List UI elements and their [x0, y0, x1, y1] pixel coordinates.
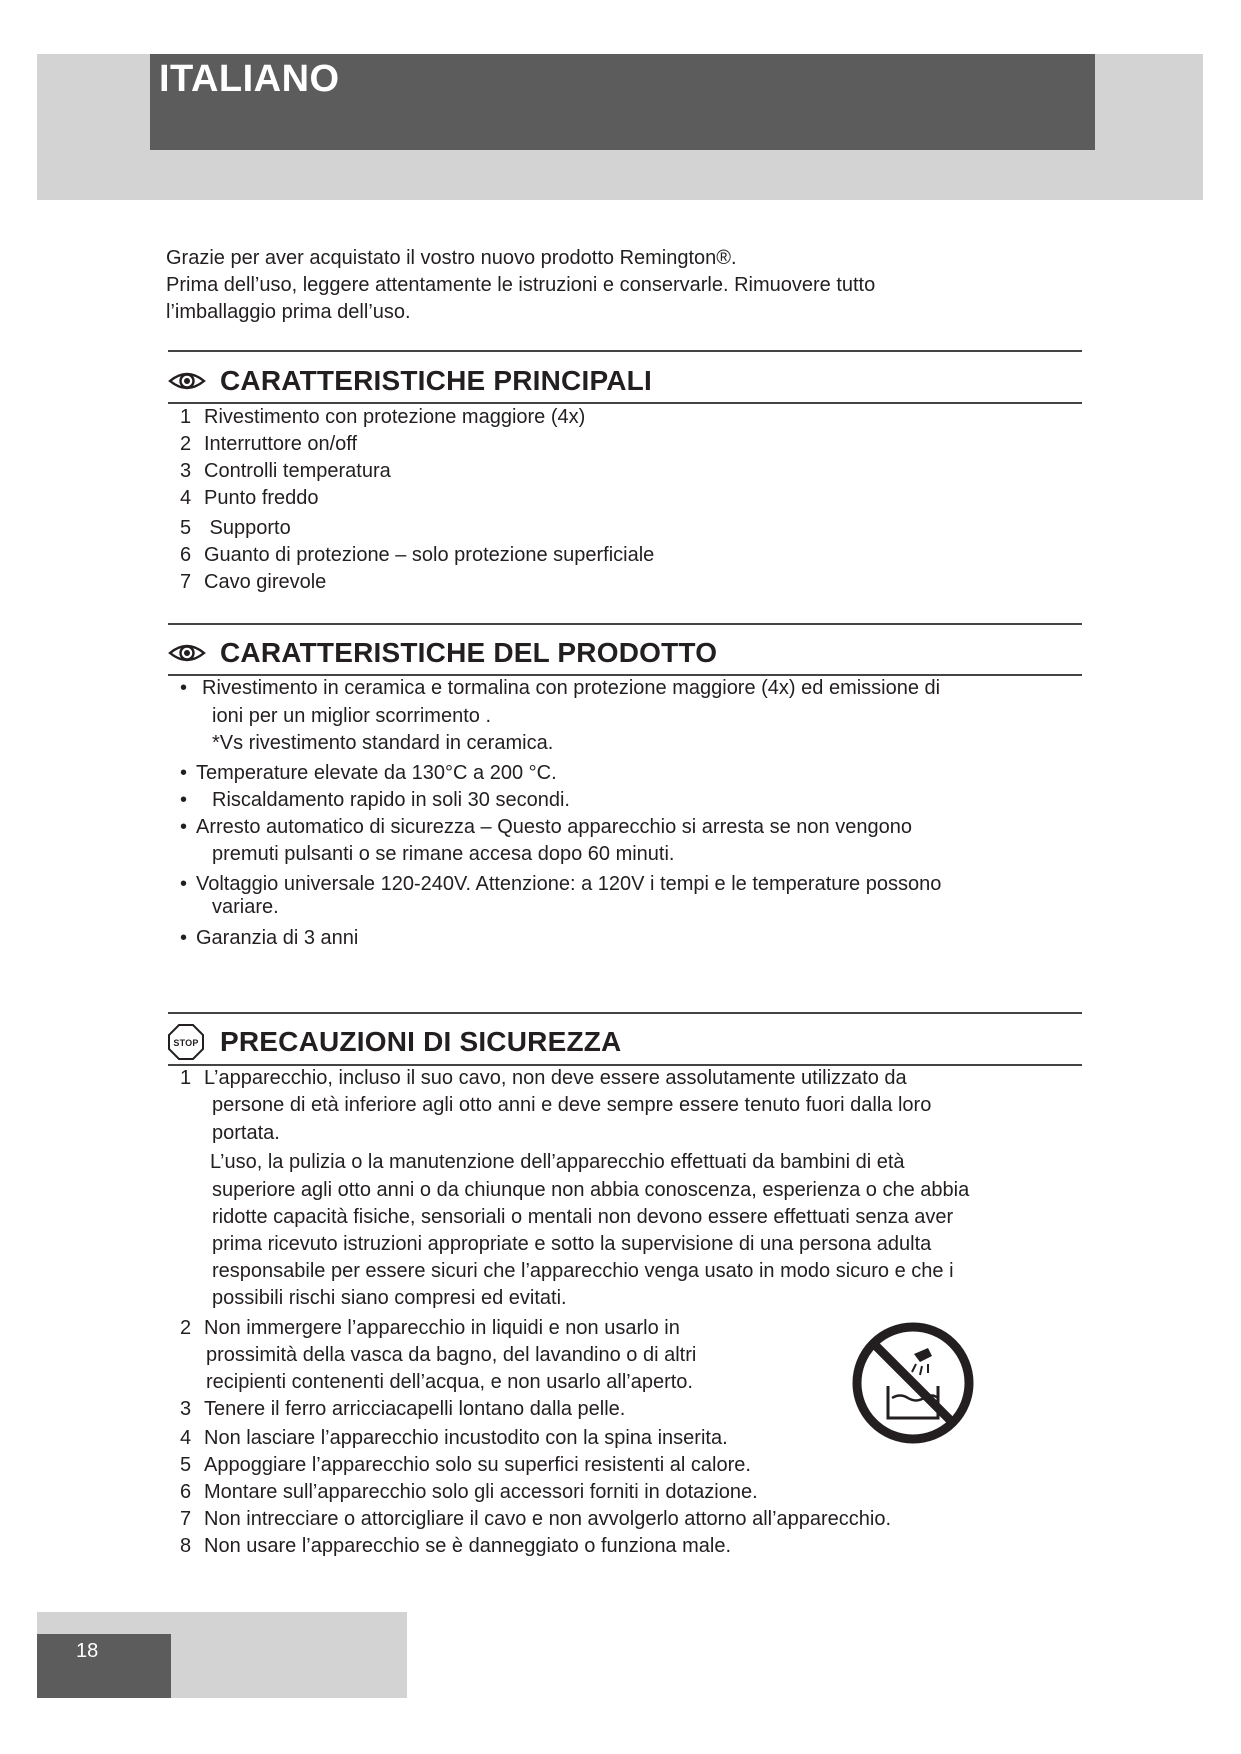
list-item: • Rivestimento in ceramica e tormalina con protezione maggiore (4x) ed emissione di	[180, 677, 941, 699]
intro-line: Prima dell’uso, leggere attentamente le istruzioni e conservarle. Rimuovere tutto	[166, 274, 876, 296]
intro-line: Grazie per aver acquistato il vostro nuovo prodotto Remington®.	[166, 247, 737, 269]
list-item: 4 Non lasciare l’apparecchio incustodito con la spina inserita.	[180, 1427, 728, 1449]
list-item: 8 Non usare l’apparecchio se è danneggiato o funziona male.	[180, 1535, 732, 1557]
page-number: 18	[76, 1640, 99, 1662]
list-item-continuation: portata.	[212, 1122, 280, 1144]
list-item: 3 Controlli temperatura	[180, 460, 391, 482]
list-item-continuation: ridotte capacità fisiche, sensoriali o mentali non devono essere effettuati senza aver	[212, 1206, 954, 1228]
eye-icon	[168, 369, 206, 393]
list-item: 7 Cavo girevole	[180, 571, 327, 593]
no-water-warning-icon	[850, 1320, 976, 1446]
section-title: CARATTERISTICHE PRINCIPALI	[220, 365, 652, 396]
section-rule-top	[168, 350, 1082, 352]
section-title: PRECAUZIONI DI SICUREZZA	[220, 1026, 622, 1057]
section-rule-top	[168, 623, 1082, 625]
list-item-continuation: ioni per un miglior scorrimento .	[212, 705, 491, 727]
safety-heading	[168, 1022, 621, 1062]
list-item: 6 Guanto di protezione – solo protezione superficiale	[180, 544, 655, 566]
list-item: • Voltaggio universale 120-240V. Attenzione: a 120V i tempi e le temperature possono	[180, 873, 942, 895]
section-title: CARATTERISTICHE DEL PRODOTTO	[220, 637, 718, 668]
language-title: ITALIANO	[159, 58, 340, 100]
list-item: 3 Tenere il ferro arricciacapelli lontano dalla pelle.	[180, 1398, 626, 1420]
list-item-paragraph: L’uso, la pulizia o la manutenzione dell’apparecchio effettuati da bambini di età	[210, 1151, 905, 1173]
list-item-continuation: premuti pulsanti o se rimane accesa dopo 60 minuti.	[212, 843, 675, 865]
list-item: 5 Supporto	[180, 517, 291, 539]
list-item: • Arresto automatico di sicurezza – Questo apparecchio si arresta se non vengono	[180, 816, 912, 838]
list-item-continuation: possibili rischi siano compresi ed evitati.	[212, 1287, 567, 1309]
intro-text	[166, 245, 1066, 326]
footer-page-box	[37, 1634, 171, 1698]
list-item-continuation: recipienti contenenti dell’acqua, e non usarlo all’aperto.	[206, 1371, 693, 1393]
intro-line: l’imballaggio prima dell’uso.	[166, 301, 411, 323]
list-item: 2 Interruttore on/off	[180, 433, 358, 455]
list-item: 1 Rivestimento con protezione maggiore (4x)	[180, 406, 586, 428]
list-item-continuation: prima ricevuto istruzioni appropriate e sotto la supervisione di una persona adulta	[212, 1233, 932, 1255]
list-item: 7 Non intrecciare o attorcigliare il cavo e non avvolgerlo attorno all’apparecchio.	[180, 1508, 892, 1530]
list-item-continuation: responsabile per essere sicuri che l’apparecchio venga usato in modo sicuro e che i	[212, 1260, 954, 1282]
key-features-heading	[168, 361, 652, 401]
list-item: 5 Appoggiare l’apparecchio solo su superfici resistenti al calore.	[180, 1454, 751, 1476]
list-item-continuation: superiore agli otto anni o da chiunque non abbia conoscenza, esperienza o che abbia	[212, 1179, 970, 1201]
list-item: 1 L’apparecchio, incluso il suo cavo, non deve essere assolutamente utilizzato da	[180, 1067, 907, 1089]
svg-text:STOP: STOP	[173, 1038, 199, 1048]
list-item-note: *Vs rivestimento standard in ceramica.	[212, 732, 554, 754]
stop-icon	[168, 1024, 204, 1060]
list-item: 2 Non immergere l’apparecchio in liquidi e non usarlo in	[180, 1317, 680, 1339]
section-rule-bottom	[168, 402, 1082, 404]
product-features-heading	[168, 633, 717, 673]
list-item: 4 Punto freddo	[180, 487, 319, 509]
eye-icon	[168, 641, 206, 665]
list-item: • Garanzia di 3 anni	[180, 927, 359, 949]
list-item: • Riscaldamento rapido in soli 30 secondi.	[180, 789, 570, 811]
list-item-continuation: persone di età inferiore agli otto anni e deve sempre essere tenuto fuori dalla loro	[212, 1094, 932, 1116]
list-item: • Temperature elevate da 130°C a 200 °C.	[180, 762, 557, 784]
list-item: 6 Montare sull’apparecchio solo gli accessori forniti in dotazione.	[180, 1481, 758, 1503]
list-item-continuation: variare.	[212, 896, 279, 918]
section-rule-top	[168, 1012, 1082, 1014]
list-item-continuation: prossimità della vasca da bagno, del lavandino o di altri	[206, 1344, 697, 1366]
